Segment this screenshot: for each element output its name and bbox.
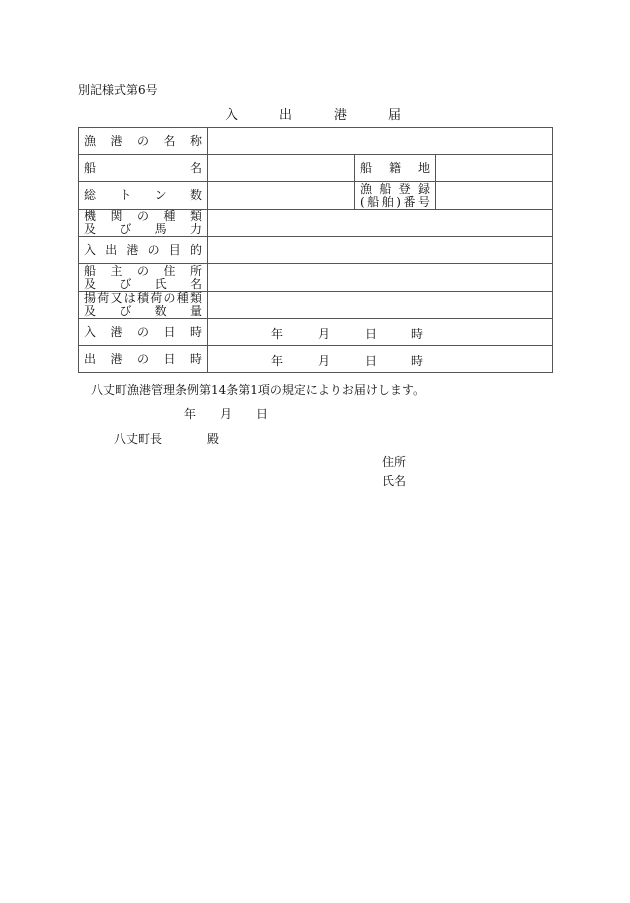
ship-name-field[interactable]: [208, 155, 355, 182]
label: (船舶)番号: [360, 194, 430, 209]
label: 漁港の名称: [84, 133, 202, 148]
tonnage-field[interactable]: [208, 182, 355, 210]
year-unit: 年: [271, 354, 284, 368]
title-char: 入: [225, 108, 239, 123]
day-unit: 日: [365, 354, 378, 368]
row-engine: [79, 210, 553, 237]
row-arrival: [79, 319, 553, 346]
row-cargo: [79, 292, 553, 319]
label: 船籍地: [360, 160, 430, 175]
name-label: 氏名: [382, 474, 407, 488]
label: 船主の住所: [84, 263, 202, 278]
row-tonnage: [79, 182, 553, 210]
title-char: 港: [334, 108, 348, 123]
row-ship-name: [79, 155, 553, 182]
date-year: 年: [184, 407, 197, 421]
month-unit: 月: [318, 327, 331, 341]
label: 揚荷又は積荷の種類: [84, 291, 202, 305]
owner-field[interactable]: [208, 264, 553, 292]
label: 及び馬力: [84, 222, 202, 236]
row-purpose: [79, 237, 553, 264]
row-owner: [79, 264, 553, 292]
hour-unit: 時: [411, 327, 424, 341]
arrival-datetime-field[interactable]: [208, 319, 553, 346]
honorific: 殿: [207, 432, 220, 446]
row-port-name: [79, 128, 553, 155]
label: 及び氏名: [84, 276, 202, 291]
label: 出港の日時: [84, 351, 202, 366]
statement: 八丈町漁港管理条例第14条第1項の規定によりお届けします。: [91, 383, 425, 397]
address-label: 住所: [382, 455, 407, 469]
title-char: 届: [388, 108, 402, 123]
row-departure: [79, 346, 553, 373]
label: 入出港の目的: [84, 242, 202, 257]
form-number: 別記様式第6号: [78, 83, 158, 97]
label: 総トン数: [84, 188, 202, 202]
reg-number-field[interactable]: [436, 182, 553, 210]
hour-unit: 時: [411, 354, 424, 368]
label: 漁船登録: [360, 181, 430, 196]
date-month: 月: [220, 407, 233, 421]
label: 機関の種類: [84, 209, 202, 223]
date-day: 日: [256, 407, 269, 421]
label: 及び数量: [84, 304, 202, 318]
year-unit: 年: [271, 327, 284, 341]
month-unit: 月: [318, 354, 331, 368]
day-unit: 日: [365, 327, 378, 341]
label: 入港の日時: [84, 324, 202, 339]
registry-field[interactable]: [436, 155, 553, 182]
departure-datetime-field[interactable]: [208, 346, 553, 373]
title-char: 出: [279, 108, 293, 123]
engine-field[interactable]: [208, 210, 553, 237]
purpose-field[interactable]: [208, 237, 553, 264]
notification-table: [78, 127, 553, 373]
label: 船名: [84, 160, 202, 175]
addressee: 八丈町長: [114, 432, 163, 446]
cargo-field[interactable]: [208, 292, 553, 319]
port-name-field[interactable]: [208, 128, 553, 155]
